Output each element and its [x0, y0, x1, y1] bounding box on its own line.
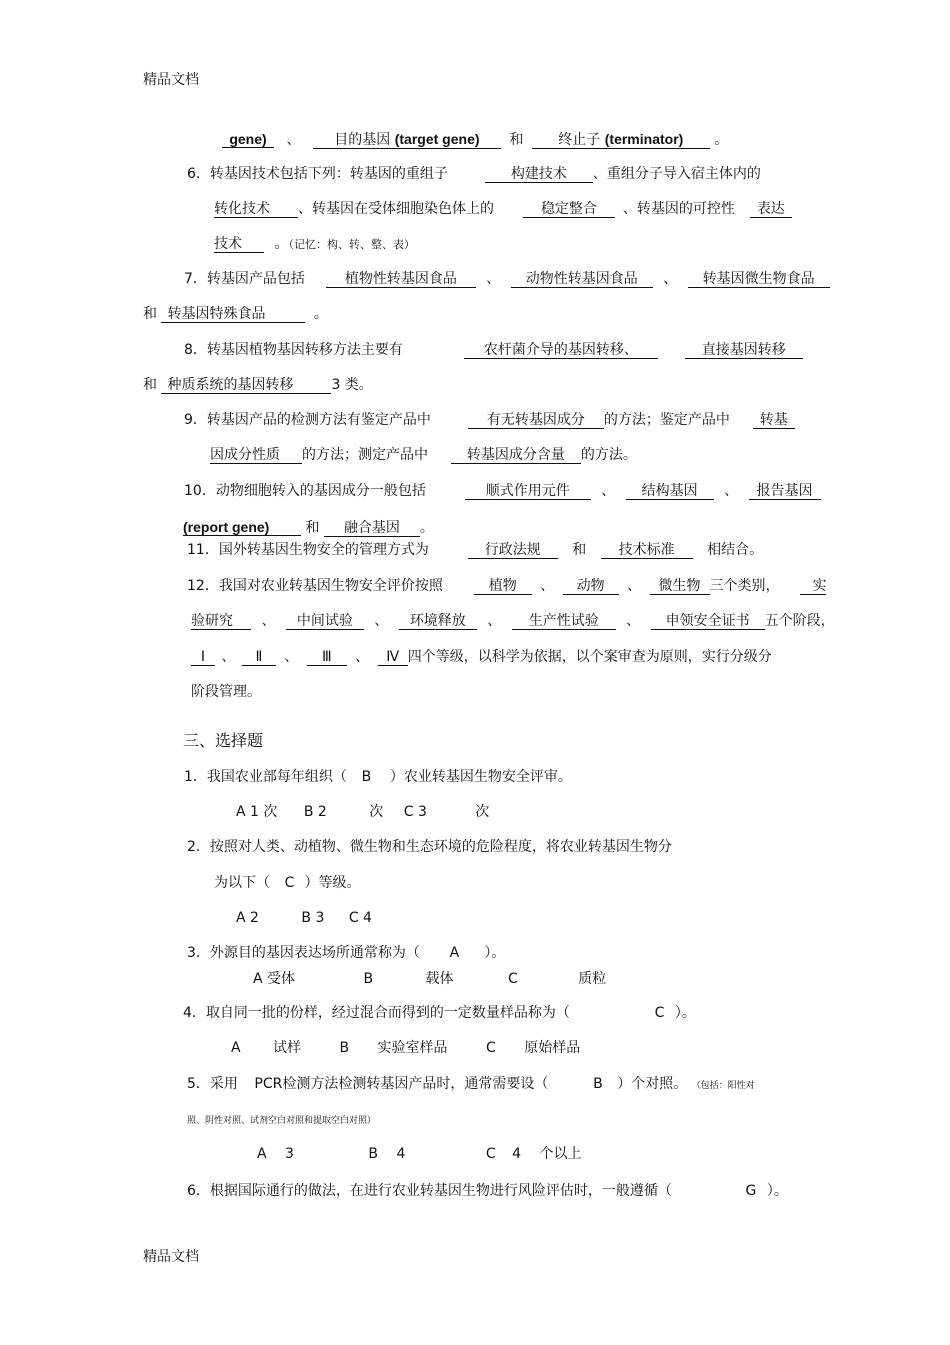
blank-answer: 转基因成分含量: [451, 447, 581, 464]
question-12-line-1: 12．我国对农业转基因生物安全评价按照 植物 、 动物 、 微生物 三个类别， 实: [187, 578, 827, 594]
question-8-line-2: 和 种质系统的基因转移 3 类。: [143, 377, 373, 393]
answer: G: [745, 1183, 757, 1199]
blank-answer: 技术: [214, 236, 264, 253]
blank-answer: Ⅳ: [378, 649, 408, 666]
blank-answer: 动物性转基因食品: [511, 271, 653, 288]
blank-answer: gene): [222, 131, 274, 148]
blank-answer: Ⅱ: [242, 649, 276, 666]
question-12-line-3: Ⅰ 、 Ⅱ 、 Ⅲ 、 Ⅳ 四个等级，以科学为依据，以个案审查为原则，实行分级分: [191, 648, 772, 666]
blank-answer: 中间试验: [286, 613, 364, 630]
blank-answer: 环境释放: [399, 613, 477, 630]
choice-question-6: 6．根据国际通行的做法，在进行农业转基因生物进行风险评估时，一般遵循（ G ）。: [187, 1183, 788, 1199]
blank-answer: (report gene): [183, 519, 301, 536]
blank-answer: 构建技术: [485, 166, 593, 183]
question-7-line-2: 和 转基因特殊食品 。: [143, 306, 328, 322]
blank-answer: 转基因微生物食品: [688, 271, 830, 288]
answer: C: [284, 875, 295, 891]
answer: B: [593, 1076, 603, 1092]
section-title: 三、选择题: [183, 731, 264, 750]
blank-answer: Ⅰ: [191, 649, 215, 666]
choice-question-5-options: A 3 B 4 C 4 个以上: [257, 1146, 582, 1162]
question-9-line-2: 因成分性质 的方法；测定产品中 转基因成分含量 的方法。: [210, 447, 637, 463]
blank-answer: 顺式作用元件: [465, 483, 591, 500]
memory-note: （记忆：构、转、整、表）: [288, 238, 415, 251]
blank-answer: 转基因特殊食品: [161, 306, 305, 323]
answer: B: [361, 769, 372, 785]
blank-answer: 转基: [753, 412, 795, 429]
blank-answer: 动物: [563, 578, 619, 595]
blank-answer: 因成分性质: [210, 447, 302, 464]
choice-question-4: 4．取自同一批的份样，经过混合而得到的一定数量样品称为（ C ）。: [183, 1005, 696, 1021]
blank-answer: 结构基因: [626, 483, 714, 500]
question-8-line-1: 8．转基因植物基因转移方法主要有 农杆菌介导的基因转移、 直接基因转移: [184, 341, 803, 359]
blank-answer: 技术标准: [601, 542, 693, 559]
blank-answer: 报告基因: [749, 483, 821, 500]
question-12-line-2: 验研究 、 中间试验 、 环境释放 、 生产性试验 、 申领安全证书 五个阶段，: [191, 613, 835, 629]
blank-answer: 种质系统的基因转移: [161, 377, 331, 394]
blank-answer: 植物性转基因食品: [326, 271, 476, 288]
blank-answer: 行政法规: [468, 542, 558, 559]
blank-answer: 直接基因转移: [685, 342, 803, 359]
connector: 和: [509, 132, 524, 148]
choice-question-5: 5．采用 PCR检测方法检测转基因产品时，通常需要设（ B ）个对照。 （包括：阳性对: [187, 1076, 755, 1092]
question-10-line-2: (report gene) 和 融合基因 。: [183, 519, 434, 536]
note: （包括：阳性对: [691, 1081, 755, 1091]
blank-answer: 生产性试验: [512, 613, 616, 630]
question-6-line-3: 技术 。（记忆：构、转、整、表）: [214, 236, 415, 252]
answer: A: [449, 945, 460, 961]
blank-answer: 微生物: [650, 578, 710, 595]
question-7-line-1: 7．转基因产品包括 植物性转基因食品 、 动物性转基因食品 、 转基因微生物食品: [184, 270, 830, 288]
question-10-line-1: 10．动物细胞转入的基因成分一般包括 顺式作用元件 、 结构基因 、 报告基因: [184, 482, 821, 500]
choice-question-2: 2．按照对人类、动植物、微生物和生态环境的危险程度，将农业转基因生物分: [187, 839, 672, 855]
blank-answer: 有无转基因成分: [468, 412, 604, 429]
separator: 、: [286, 132, 301, 148]
blank-answer: 目的基因 (target gene): [313, 131, 501, 149]
blank-answer: Ⅲ: [307, 649, 347, 666]
page-footer: 精品文档: [143, 1249, 199, 1265]
blank-answer: 申领安全证书: [651, 613, 765, 630]
blank-answer: 农杆菌介导的基因转移、: [464, 342, 658, 359]
blank-answer: 终止子 (terminator): [532, 131, 710, 149]
question-12-line-4: 阶段管理。: [191, 684, 261, 700]
blank-answer: 融合基因: [324, 520, 420, 537]
choice-question-1-options: A 1 次 B 2 次 C 3 次: [236, 804, 490, 820]
answer: C: [654, 1005, 665, 1021]
question-6-line-1: 6．转基因技术包括下列：转基因的重组子 构建技术 、重组分子导入宿主体内的: [187, 166, 761, 182]
page-header: 精品文档: [143, 72, 199, 88]
choice-question-3: 3．外源目的基因表达场所通常称为（ A ）。: [187, 945, 506, 961]
blank-answer: 实: [800, 578, 826, 595]
choice-question-2-line-2: 为以下（ C ）等级。: [214, 875, 361, 891]
blank-answer: 稳定整合: [523, 201, 615, 218]
choice-question-5-note: 照、阴性对照、试剂空白对照和提取空白对照）: [187, 1116, 377, 1126]
blank-answer: 表达: [750, 201, 792, 218]
question-11: 11．国外转基因生物安全的管理方式为 行政法规 和 技术标准 相结合。: [187, 542, 764, 558]
choice-question-1: 1．我国农业部每年组织（ B ）农业转基因生物安全评审。: [184, 769, 572, 785]
choice-question-2-options: A 2 B 3 C 4: [236, 910, 372, 926]
question-9-line-1: 9．转基因产品的检测方法有鉴定产品中 有无转基因成分 的方法；鉴定产品中 转基: [184, 411, 795, 429]
blank-answer: 转化技术: [214, 201, 298, 218]
choice-question-3-options: A 受体 B 载体 C 质粒: [253, 971, 607, 987]
question-6-line-2: 转化技术 、转基因在受体细胞染色体上的 稳定整合 、转基因的可控性 表达: [214, 200, 792, 218]
blank-answer: 验研究: [191, 613, 251, 630]
continuation-line: gene) 、 目的基因 (target gene) 和 终止子 (terminator) 。: [222, 131, 728, 149]
blank-answer: 植物: [474, 578, 532, 595]
choice-question-4-options: A 试样 B 实验室样品 C 原始样品: [231, 1040, 581, 1056]
